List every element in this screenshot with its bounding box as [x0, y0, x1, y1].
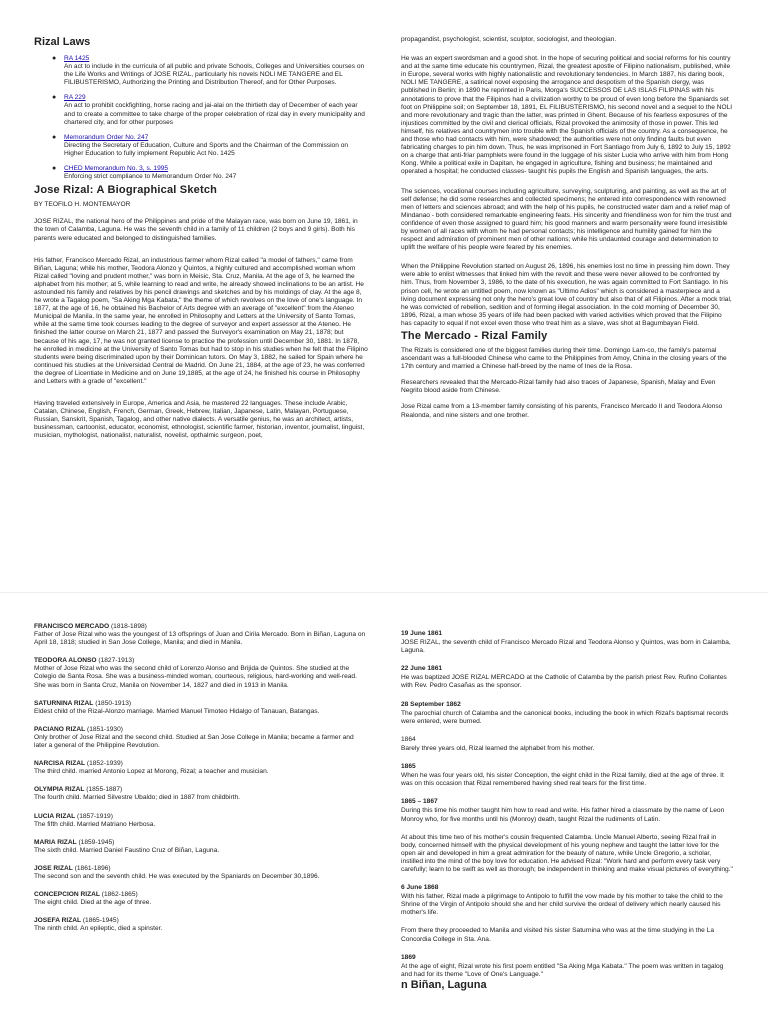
timeline-text: At about this time two of his mother's cousin frequented Calamba. Uncle Manuel Alberto, seeing Rizal frail in body, concerned himself with the physical development of his young nephew and taught the latter love for the open air and developed in him a great admiration for the beauty of nature, while Uncle Gregorio, a scholar, instilled into the mind of the boy love for education. He advised Rizal: "Work hard and perform every task very carefully; learn to be swift as well as thorough; be independent in thinking and make visual pictures of everything.": [401, 833, 733, 873]
family-member-entry: [34, 786, 368, 802]
family-member-entry: [34, 865, 368, 881]
bio-heading: Jose Rizal: A Biographical Sketch: [34, 184, 218, 197]
bullet-icon: ●: [52, 94, 57, 102]
timeline-entry: [401, 954, 733, 979]
bio-paragraph: The sciences, vocational courses including agriculture, surveying, sculpturing, and painting, as well as the art of self defense; he did some researches and collected specimens; he entered into correspondence with renowned men of letters and sciences abroad; and with the help of his pupils, he constructed water dam and a relief map of Mindanao - both considered remarkable engineering feats. His sincerity and friendliness won for him the trust and confidence of even those assigned to guard him; his good manners and warm personality were found irresistible by women of all races with whom he had personal contacts; his intelligence and humility gained for him the respect and admiration of prominent men of other nations; while his undaunted courage and determination to uplift the welfare of his people were feared by his enemies.: [401, 187, 732, 252]
timeline-entry: [401, 763, 733, 788]
member-years: (1852-1939): [86, 760, 123, 768]
timeline-date: 1865 – 1867: [401, 798, 438, 806]
bio-paragraph: Having traveled extensively in Europe, America and Asia, he mastered 22 languages. These include Arabic, Catalan, Chinese, English, French, German, Greek, Hebrew, Italian, Japanese, Latin, Malayan, Portuguese, Russian, Sanskrit, Spanish, Tagalog, and other native dialects. A versatile genius, he was an architect, artists, businessman, cartoonist, educator, economist, ethnologist, scientific farmer, historian, inventor, journalist, linguist, musician, mythologist, nationalist, naturalist, novelist, opthalmic surgeon, poet,: [34, 400, 365, 440]
family-member-entry: [34, 700, 368, 716]
family-paragraph: Jose Rizal came from a 13-member family consisting of his parents, Francisco Mercado II and Teodora Alonso Realonda, and nine sisters and one brother.: [401, 403, 723, 419]
timeline-text: JOSE RIZAL, the seventh child of Francisco Mercado Rizal and Teodora Alonso y Quintos, was born in Calamba, Laguna.: [401, 639, 731, 655]
timeline-date: 22 June 1861: [401, 665, 443, 673]
member-description: The sixth child. Married Daniel Faustino Cruz of Biñan, Laguna.: [34, 846, 220, 854]
timeline-text: He was baptized JOSE RIZAL MERCADO at the Catholic of Calamba by the parish priest Rev. Rufino Collantes with Rev. Pedro Casañas as the sponsor.: [401, 674, 727, 690]
bio-byline: BY TEOFILO H. MONTEMAYOR: [34, 201, 131, 209]
timeline-text: Barely three years old, Rizal learned the alphabet from his mother.: [401, 744, 595, 752]
member-name: OLYMPIA RIZAL: [34, 786, 85, 794]
bullet-icon: ●: [52, 55, 57, 62]
timeline-entry: [401, 927, 733, 943]
timeline-date: 1869: [401, 953, 416, 961]
bio-paragraph: His father, Francisco Mercado Rizal, an industrious farmer whom Rizal called "a model of fathers," came from Biñan, Laguna; while his mother, Teodora Alonzo y Quintos, a highly cultured and accomplished woman whom Rizal called "loving and prudent mother," was born in Meisic, Sta. Cruz, Manila. At the age of 3, he learned the alphabet from his mother; at 5, while learning to read and write, he already showed inclinations to be an artist. He astounded his family and relatives by his pencil drawings and sketches and by his moldings of clay. At the age 8, he wrote a Tagalog poem, "Sa Aking Mga Kabata," the theme of which revolves on the love of one's language. In 1877, at the age of 16, he obtained his Bachelor of Arts degree with an average of "excellent" from the Ateneo Municipal de Manila. In the same year, he enrolled in Philosophy and Letters at the University of Santo Tomas, while at the same time took courses leading to the degree of surveyor and expert assessor at the Ateneo. He finished the latter course on March 21, 1877 and passed the Surveyor's examination on May 21, 1878; but because of his age, 17, he was not granted license to practice the profession until December 30, 1881. In 1878, he enrolled in medicine at the University of Santo Tomas but had to stop in his studies when he felt that the Filipino students were being discriminated upon by their Dominican tutors. On May 3, 1882, he sailed for Spain where he continued his studies at the Universidad Central de Madrid. On June 21, 1884, at the age of 23, he was conferred the degree of Licentiate in Medicine and on June 19,1885, at the age of 24, he finished his course in Philosophy and Letters with a grade of "excellent.": [34, 256, 368, 385]
member-name: MARIA RIZAL: [34, 838, 77, 846]
timeline-entry: [401, 834, 733, 874]
member-description: The third child. married Antonio Lopez at Morong, Rizal; a teacher and musician.: [34, 768, 269, 776]
family-member-entry: [34, 839, 368, 855]
member-name: TEODORA ALONSO: [34, 657, 97, 665]
member-description: The second son and the seventh child. He was executed by the Spaniards on December 30,1896.: [34, 872, 320, 880]
document-page-bottom: [0, 592, 768, 1025]
law-description: An act to include in the curricula of all public and private Schools, Colleges and Universities courses on the Life Works and Writings of JOSE RIZAL, particularly his novels NOLI ME TANGERE and EL FILIBUSTERISMO, Authorizing the Printing and Distribution Thereof, and for Other Purposes.: [64, 63, 365, 87]
family-heading: The Mercado - Rizal Family: [401, 330, 548, 342]
member-years: (1850-1913): [95, 699, 132, 707]
timeline-entry: [401, 798, 733, 823]
member-years: (1859-1945): [78, 838, 115, 846]
member-name: LUCIA RIZAL: [34, 812, 76, 820]
family-member-entry: [34, 623, 368, 647]
left-column-top: [34, 36, 368, 449]
law-link-ched-memorandum-3[interactable]: CHED Memorandum No. 3, s. 1995: [64, 165, 169, 173]
member-name: FRANCISCO MERCADO: [34, 623, 110, 630]
rizal-laws-list: [34, 55, 368, 181]
timeline-column: [401, 630, 733, 991]
family-member-entry: [34, 813, 368, 829]
timeline-entry: [401, 884, 733, 917]
law-item: [52, 55, 368, 87]
member-name: CONCEPCION RIZAL: [34, 891, 100, 899]
member-years: (1827-1913): [98, 657, 135, 665]
timeline-text: At the age of eight, Rizal wrote his first poem entitled "Sa Aking Mga Kabata." The poem was written in tagalog and had for its theme "Love of One's Language.": [401, 962, 724, 978]
law-item: [52, 133, 368, 158]
member-description: Only brother of Jose Rizal and the second child. Studied at San Jose College in Manila; became a farmer and later a general of the Philippine Revolution.: [34, 733, 354, 750]
bio-paragraph: When the Philippine Revolution started on August 26, 1896, his enemies lost no time in pressing him down. They were able to enlist witnesses that linked him with the revolt and these were never allowed to be confronted by him. Thus, from November 3, 1986, to the date of his execution, he was again committed to Fort Santiago. In his prison cell, he wrote an untitled poem, now known as "Ultimo Adios" which is considered a masterpiece and a living document expressing not only the hero's great love of country but also that of all Filipinos. After a mock trial, he was convicted of rebellion, sedition and of forming illegal association. In the cold morning of December 30, 1896, Rizal, a man whose 35 years of life had been packed with varied activities which proved that the Filipino has capacity to equal if not excel even those who treat him as a slave, was shot at Bagumbayan Field.: [401, 263, 732, 327]
rizal-laws-heading: Rizal Laws: [34, 36, 91, 48]
law-link-memorandum-247[interactable]: Memorandum Order No. 247: [64, 133, 149, 141]
member-name: SATURNINA RIZAL: [34, 699, 94, 707]
family-member-entry: [34, 760, 368, 776]
member-name: NARCISA RIZAL: [34, 760, 86, 768]
bullet-icon: ●: [52, 165, 57, 173]
family-members-column: [34, 623, 368, 943]
timeline-entry: [401, 736, 733, 753]
bullet-icon: ●: [52, 133, 57, 141]
timeline-entry: [401, 701, 733, 726]
law-item: [52, 165, 368, 181]
timeline-entry: [401, 665, 733, 690]
member-description: Eldest child of the Rizal-Alonzo marriage. Married Manuel Timoteo Hidalgo of Tanauan, Batangas.: [34, 707, 320, 715]
timeline-entry: [401, 630, 733, 655]
member-years: (1818-1898): [110, 623, 147, 630]
member-years: (1862-1865): [101, 891, 138, 899]
member-description: The ninth child. An epileptic, died a spinster.: [34, 925, 163, 933]
law-link-ra-1425[interactable]: RA 1425: [64, 55, 90, 62]
timeline-text: During this time his mother taught him how to read and write. His father hired a classmate by the name of Leon Monroy who, for five months until his (Monroy) death, taught Rizal the rudiments of Latin.: [401, 807, 725, 823]
law-description: Directing the Secretary of Education, Culture and Sports and the Chairman of the Commission on Higher Education to fully implement Republic Act No. 1425: [64, 141, 349, 157]
member-description: The fourth child. Married Silvestre Ubaldo; died in 1887 from childbirth.: [34, 794, 240, 802]
member-description: Mother of Jose Rizal who was the second child of Lorenzo Alonso and Brijida de Quintos. She studied at the Colegio de Santa Rosa. She was a business-minded woman, courteous, religious, hard-working and well-read. She was born in Santa Cruz, Manila on November 14, 1827 and died in 1913 in Manila.: [34, 665, 357, 689]
member-years: (1865-1945): [82, 917, 119, 925]
law-item: [52, 94, 368, 126]
cut-off-heading: n Biñan, Laguna: [401, 978, 487, 991]
family-paragraph: The Rizals is considered one of the biggest families during their time. Domingo Lam-co, the family's paternal ascendant was a full-blooded Chinese who came to the Philippines from Amoy, China in the closing years of the 17th century and married a Chinese half-breed by the name of Ines de la Rosa.: [401, 347, 727, 371]
timeline-date: 19 June 1861: [401, 630, 443, 637]
member-years: (1861-1896): [74, 864, 111, 872]
family-paragraph: Researchers revealed that the Mercado-Rizal family had also traces of Japanese, Spanish, Malay and Even Negrito blood aside from Chinese.: [401, 379, 716, 395]
timeline-date: 28 September 1862: [401, 700, 461, 708]
law-link-ra-229[interactable]: RA 229: [64, 94, 86, 102]
law-description: Enforcing strict compliance to Memorandum Order No. 247: [64, 173, 237, 181]
family-member-entry: [34, 917, 368, 933]
timeline-text: From there they proceeded to Manila and visited his sister Saturnina who was at the time studying in the La Concordia College in Sta. Ana.: [401, 927, 715, 943]
timeline-text: When he was four years old, his sister Conception, the eight child in the Rizal family, died at the age of three. It was on this occasion that Rizal remembered having shed real tears for the first time.: [401, 772, 724, 788]
bio-paragraph: propagandist, psychologist, scientist, sculptor, sociologist, and theologian.: [401, 36, 617, 43]
law-description: An act to prohibit cockfighting, horse racing and jai-alai on the thirtieth day of December of each year and to create a committee to take charge of the proper celebration of rizal day in every municipality and chartered city, and for other purposes: [64, 102, 365, 126]
timeline-date: 1865: [401, 763, 416, 771]
timeline-date: 6 June 1868: [401, 884, 439, 892]
timeline-text: With his father, Rizal made a pilgrimage to Antipolo to fulfill the vow made by his mother to take the child to the Shrine of the Virgin of Antipolo should she and her child survive the ordeal of delivery which nearly caused his mother's life.: [401, 893, 723, 917]
timeline-text: The parochial church of Calamba and the canonical books, including the book in which Rizal's baptismal records were entered, were burned.: [401, 709, 729, 725]
member-name: JOSEFA RIZAL: [34, 917, 82, 925]
family-member-entry: [34, 657, 368, 689]
member-description: The fifth child. Married Matriano Herbosa.: [34, 820, 156, 828]
member-description: The eight child. Died at the age of three.: [34, 899, 152, 907]
member-name: JOSE RIZAL: [34, 864, 73, 872]
member-years: (1851-1930): [87, 725, 123, 733]
family-member-entry: [34, 726, 368, 750]
member-name: PACIANO RIZAL: [34, 725, 86, 733]
bio-paragraph: JOSE RIZAL, the national hero of the Philippines and pride of the Malayan race, was born on June 19, 1861, in the town of Calamba, Laguna. He was the seventh child in a family of 11 children (2 boys and 9 girls). Both his parents were educated and belonged to distinguished families.: [34, 218, 358, 242]
member-years: (1855-1887): [86, 786, 123, 794]
member-years: (1857-1919): [77, 812, 113, 820]
family-member-entry: [34, 891, 368, 907]
member-description: Father of Jose Rizal who was the youngest of 13 offsprings of Juan and Cirila Mercado. Born in Biñan, Laguna on April 18, 1818; studied in San Jose College, Manila; and died in Manila.: [34, 631, 366, 647]
right-column-top: [401, 36, 733, 428]
timeline-date: 1864: [401, 735, 416, 743]
bio-paragraph: He was an expert swordsman and a good shot. In the hope of securing political and social reforms for his country and at the same time educate his countrymen, Rizal, the greatest apostle of Filipino nationalism, published, while in Europe, several works with highly nationalistic and revolutionary tendencies. In March 1887, his daring book, NOLI ME TANGERE, a satirical novel exposing the arrogance and despotism of the Spanish clergy, was published in Berlin; in 1890 he reprinted in Paris, Morga's SUCCESSOS DE LAS ISLAS FILIPINAS with his annotations to prove that the Filipinos had a civilization worthy to be proud of even long before the Spaniards set foot on Philippine soil; on September 18, 1891, EL FILIBUSTERISMO, his second novel and a sequel to the NOLI and more revolutionary and tragic than the latter, was printed in Ghent. Because of his fearless exposures of the injustices committed by the civil and clerical officials, Rizal provoked the animosity of those in power. This led himself, his relatives and countrymen into trouble with the Spanish officials of the country. As a consequence, he and those who had contacts with him, were shadowed; the authorities were not only finding faults but even fabricating charges to pin him down. Thus, he was imprisoned in Fort Santiago from July 6, 1892 to July 15, 1892 on a charge that anti-friar pamphlets were found in the luggage of his sister Lucia who arrive with him from Hong Kong. While a political exile in Dapitan, he engaged in agriculture, fishing and business; he maintained and operated a hospital; he conducted classes- taught his pupils the English and Spanish languages, the arts.: [401, 55, 733, 176]
